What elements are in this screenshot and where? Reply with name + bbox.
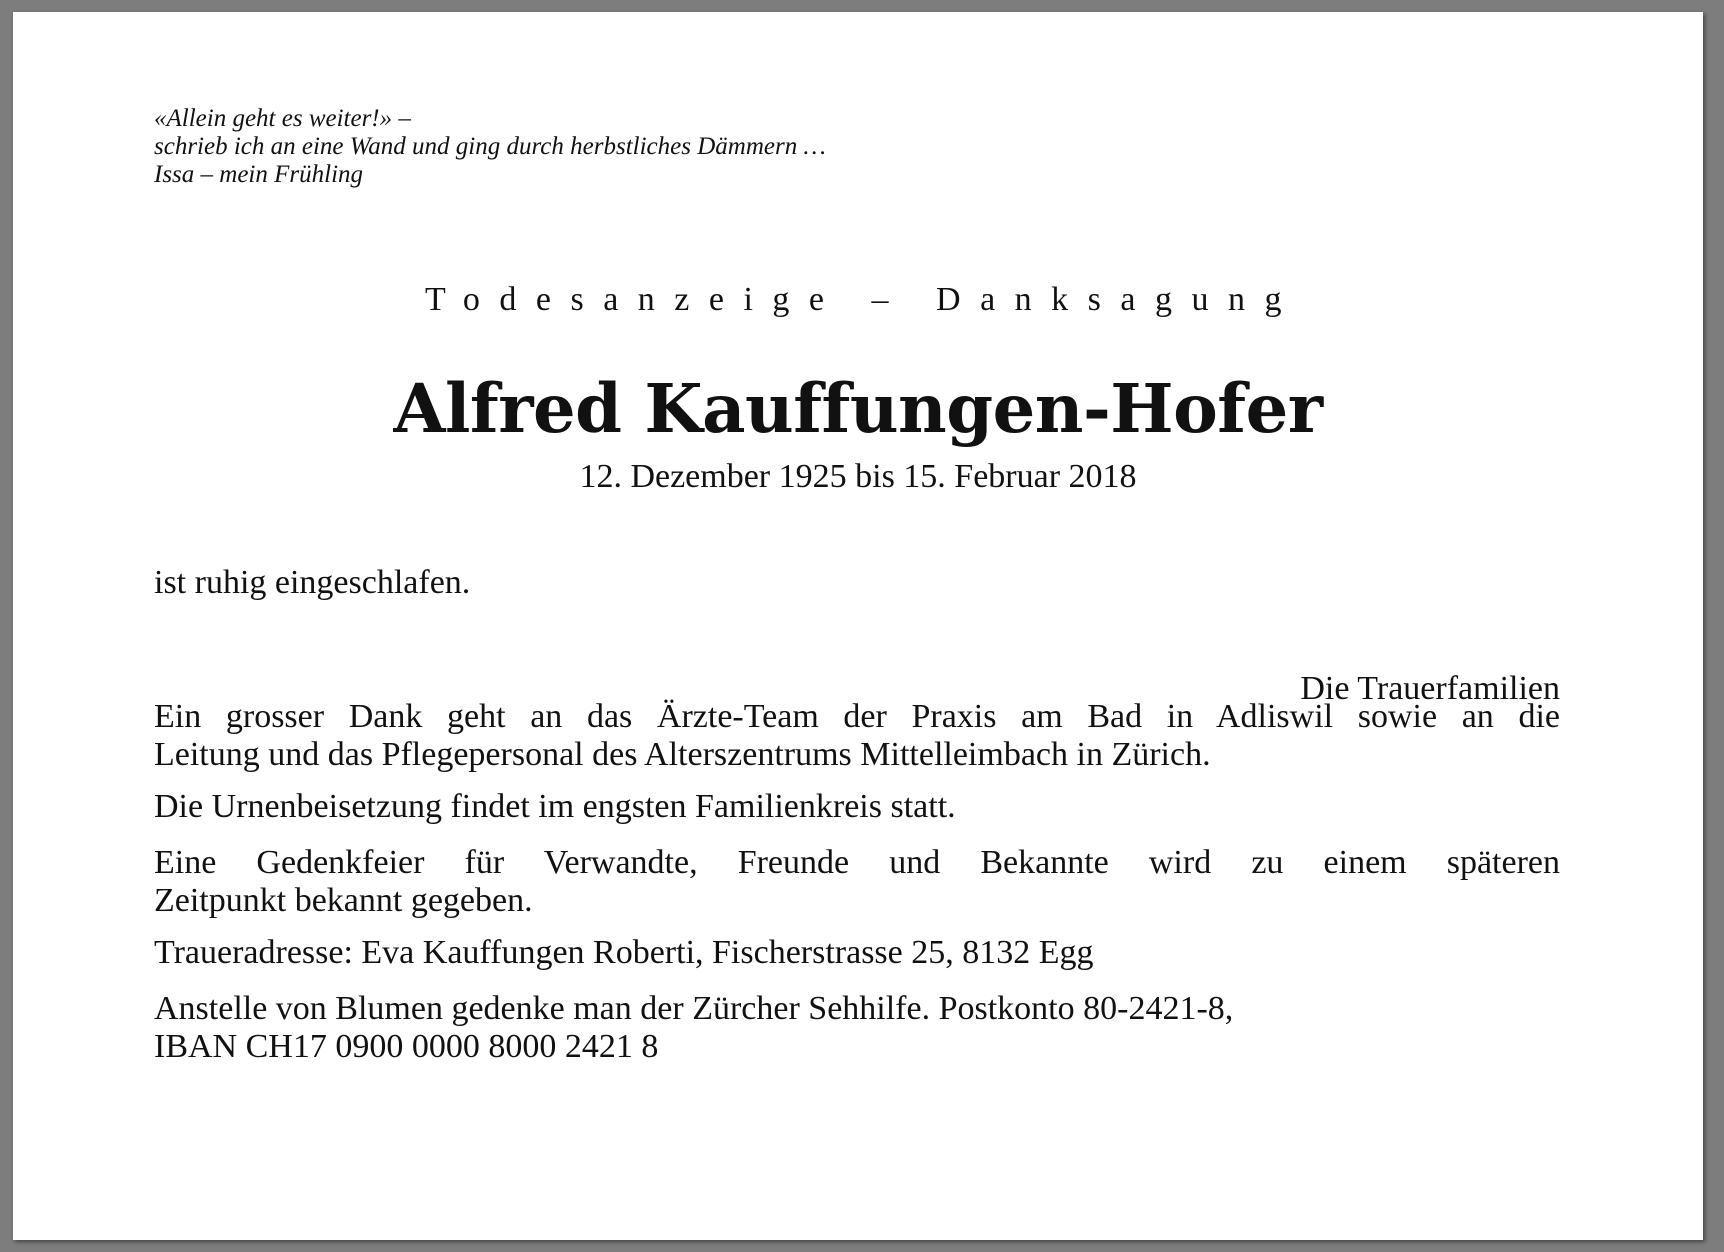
notice-kicker: Todesanzeige – Danksagung [425, 281, 1301, 318]
mourning-address: Traueradresse: Eva Kauffungen Roberti, Fischerstrasse 25, 8132 Egg [154, 934, 1094, 971]
memorial-paragraph [154, 844, 1560, 920]
donation-paragraph [154, 990, 1560, 1066]
address-paragraph [154, 934, 1560, 972]
thanks-line: Leitung und das Pflegepersonal des Alterszentrums Mittelleimbach in Zürich. [154, 736, 1211, 773]
donation-line: Anstelle von Blumen gedenke man der Zürcher Sehhilfe. Postkonto 80-2421-8, [154, 990, 1234, 1027]
memorial-line: Zeitpunkt bekannt gegeben. [154, 882, 533, 919]
memorial-line: Eine Gedenkfeier für Verwandte, Freunde und Bekannte wird zu einem späteren [154, 844, 1560, 881]
obituary-notice [13, 12, 1703, 1240]
epigraph-line: Issa – mein Frühling [154, 161, 364, 188]
urn-paragraph [154, 788, 1560, 826]
thanks-line: Ein grosser Dank geht an das Ärzte-Team der Praxis am Bad in Adliswil sowie an die [154, 698, 1560, 735]
epigraph-line: schrieb ich an eine Wand und ging durch herbstliches Dämmern … [154, 133, 826, 160]
epigraph [154, 105, 826, 189]
signature-families: Die Trauerfamilien [1300, 670, 1560, 707]
thanks-paragraph [154, 698, 1560, 774]
deceased-name: Alfred Kauffungen-Hofer [393, 369, 1323, 448]
passing-statement: ist ruhig eingeschlafen. [154, 564, 471, 601]
life-dates: 12. Dezember 1925 bis 15. Februar 2018 [579, 458, 1137, 495]
epigraph-line: «Allein geht es weiter!» – [154, 105, 411, 132]
urn-line: Die Urnenbeisetzung findet im engsten Familienkreis statt. [154, 788, 956, 825]
iban-line: IBAN CH17 0900 0000 8000 2421 8 [154, 1028, 659, 1065]
